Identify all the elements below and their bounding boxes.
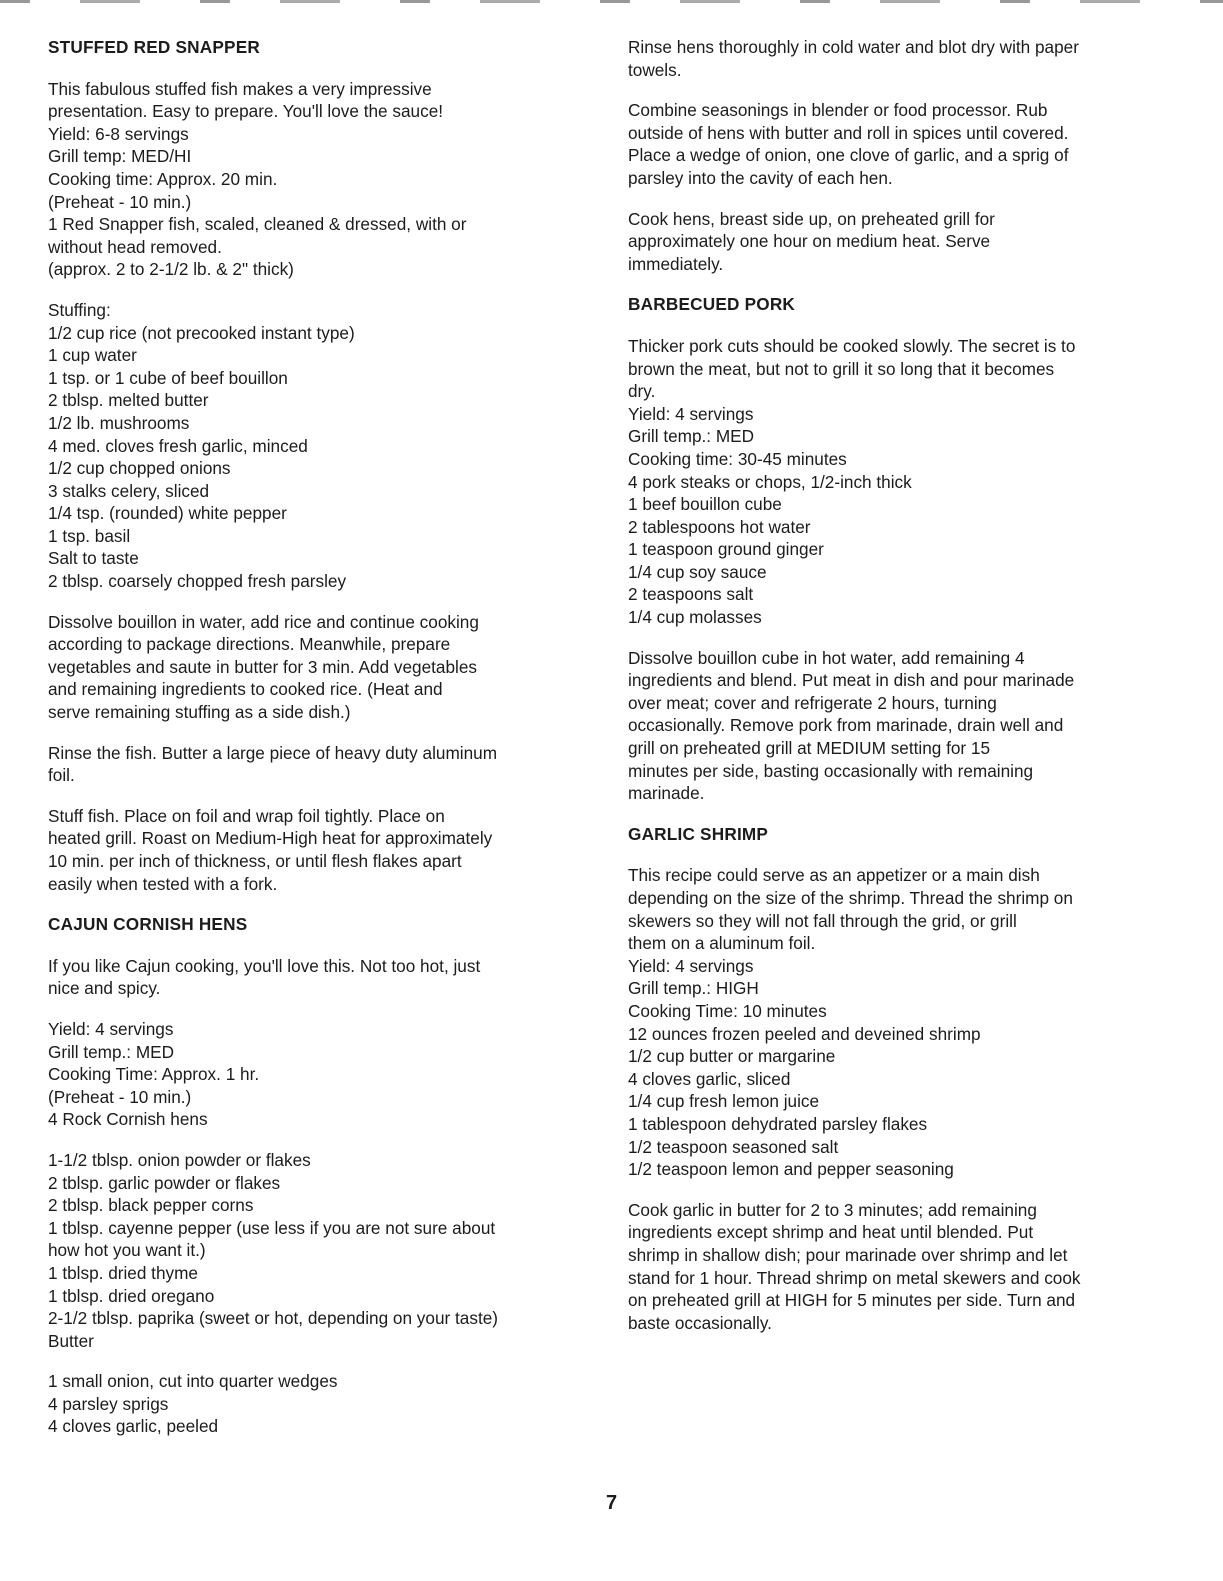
text-line: Cook garlic in butter for 2 to 3 minutes; add remaining: [628, 1199, 1037, 1220]
text-line: 1 tablespoon dehydrated parsley flakes: [628, 1113, 928, 1134]
text-line: and remaining ingredients to cooked rice. (Heat and: [48, 679, 443, 700]
text-line: (approx. 2 to 2-1/2 lb. & 2" thick): [48, 259, 294, 280]
text-line: Grill temp.: MED: [48, 1041, 175, 1062]
text-line: Dissolve bouillon in water, add rice and continue cooking: [48, 611, 479, 632]
text-line: 1 tblsp. cayenne pepper (use less if you are not sure about: [48, 1217, 496, 1238]
text-line: Stuffing:: [48, 299, 111, 320]
text-line: on preheated grill at HIGH for 5 minutes per side. Turn and: [628, 1290, 1076, 1311]
paragraph: [48, 78, 588, 281]
text-line: 2 tablespoons hot water: [628, 516, 811, 537]
paragraph: [628, 99, 1168, 189]
text-line: Grill temp.: MED: [628, 426, 755, 447]
text-line: Yield: 6-8 servings: [48, 123, 189, 144]
text-line: Rinse hens thoroughly in cold water and blot dry with paper: [628, 37, 1079, 57]
text-line: brown the meat, but not to grill it so long that it becomes: [628, 358, 1055, 379]
paragraph: [628, 1199, 1168, 1335]
text-line: 4 cloves garlic, sliced: [628, 1068, 791, 1089]
paragraph: [48, 955, 588, 1000]
text-line: foil.: [48, 765, 75, 786]
text-line: Yield: 4 servings: [628, 403, 754, 424]
paragraph: [48, 1149, 588, 1352]
text-line: without head removed.: [48, 236, 222, 257]
text-line: Cooking Time: 10 minutes: [628, 1000, 827, 1021]
text-line: 1 cup water: [48, 345, 137, 366]
text-line: Stuff fish. Place on foil and wrap foil tightly. Place on: [48, 805, 445, 826]
text-line: 1/4 cup fresh lemon juice: [628, 1091, 820, 1112]
text-line: serve remaining stuffing as a side dish.): [48, 702, 351, 723]
text-line: 2 tblsp. black pepper corns: [48, 1195, 254, 1216]
text-line: 1/2 cup rice (not precooked instant type): [48, 322, 355, 343]
text-line: parsley into the cavity of each hen.: [628, 167, 893, 188]
text-line: 2 tblsp. garlic powder or flakes: [48, 1172, 281, 1193]
scan-edge: [0, 0, 1223, 3]
text-line: 1/2 teaspoon seasoned salt: [628, 1136, 839, 1157]
text-line: 1 small onion, cut into quarter wedges: [48, 1371, 338, 1392]
paragraph: [48, 1370, 588, 1438]
text-line: 10 min. per inch of thickness, or until flesh flakes apart: [48, 851, 462, 871]
text-line: 2 tblsp. coarsely chopped fresh parsley: [48, 571, 347, 592]
text-line: 1/2 cup chopped onions: [48, 458, 231, 479]
text-line: If you like Cajun cooking, you'll love this. Not too hot, just: [48, 955, 481, 976]
text-line: 1 Red Snapper fish, scaled, cleaned & dressed, with or: [48, 214, 467, 235]
text-line: Grill temp.: HIGH: [628, 978, 759, 999]
text-line: 4 parsley sprigs: [48, 1393, 169, 1414]
text-line: 2 teaspoons salt: [628, 584, 754, 605]
text-line: This recipe could serve as an appetizer or a main dish: [628, 865, 1040, 886]
text-line: immediately.: [628, 253, 724, 274]
text-line: 1 tsp. or 1 cube of beef bouillon: [48, 367, 288, 388]
text-line: easily when tested with a fork.: [48, 873, 278, 894]
text-line: 1 tblsp. dried oregano: [48, 1285, 215, 1306]
text-line: according to package directions. Meanwhile, prepare: [48, 634, 451, 655]
text-line: Grill temp: MED/HI: [48, 146, 192, 167]
text-line: Salt to taste: [48, 548, 139, 569]
paragraph: [48, 1018, 588, 1131]
text-line: ingredients and blend. Put meat in dish and pour marinade: [628, 670, 1075, 691]
text-line: This fabulous stuffed fish makes a very impressive: [48, 78, 432, 99]
paragraph: [628, 647, 1168, 805]
text-line: 1 tsp. basil: [48, 525, 131, 546]
text-line: how hot you want it.): [48, 1240, 206, 1261]
text-line: marinade.: [628, 783, 705, 804]
text-line: Cooking time: Approx. 20 min.: [48, 168, 278, 189]
text-line: 12 ounces frozen peeled and deveined shrimp: [628, 1023, 981, 1044]
text-line: Cook hens, breast side up, on preheated grill for: [628, 208, 995, 229]
text-line: heated grill. Roast on Medium-High heat for approximately: [48, 828, 493, 849]
text-line: Cooking time: 30-45 minutes: [628, 448, 847, 469]
text-line: Butter: [48, 1330, 94, 1351]
text-line: 1 teaspoon ground ginger: [628, 539, 824, 560]
text-line: Combine seasonings in blender or food processor. Rub: [628, 100, 1048, 121]
paragraph: [628, 208, 1168, 276]
text-line: them on a aluminum foil.: [628, 933, 816, 954]
text-line: 1 beef bouillon cube: [628, 494, 782, 515]
text-line: approximately one hour on medium heat. Serve: [628, 231, 991, 252]
text-line: 1 tblsp. dried thyme: [48, 1262, 198, 1283]
text-line: shrimp in shallow dish; pour marinade over shrimp and let: [628, 1244, 1068, 1265]
text-line: outside of hens with butter and roll in spices until covered.: [628, 122, 1069, 143]
text-line: 1/2 cup butter or margarine: [628, 1046, 836, 1067]
text-line: 4 cloves garlic, peeled: [48, 1416, 219, 1437]
text-line: 2-1/2 tblsp. paprika (sweet or hot, depending on your taste): [48, 1308, 499, 1329]
recipe-title-garlic-shrimp: GARLIC SHRIMP: [628, 823, 769, 844]
text-line: Place a wedge of onion, one clove of garlic, and a sprig of: [628, 145, 1069, 166]
text-line: skewers so they will not fall through the grid, or grill: [628, 910, 1017, 931]
paragraph: [48, 742, 588, 787]
paragraph: [48, 299, 588, 593]
text-line: Yield: 4 servings: [48, 1018, 174, 1039]
text-line: (Preheat - 10 min.): [48, 191, 192, 212]
text-line: Yield: 4 servings: [628, 955, 754, 976]
text-line: 1/4 tsp. (rounded) white pepper: [48, 503, 287, 524]
paragraph: [48, 611, 588, 724]
text-line: Dissolve bouillon cube in hot water, add remaining 4: [628, 647, 1025, 668]
text-line: (Preheat - 10 min.): [48, 1086, 192, 1107]
text-line: minutes per side, basting occasionally with remaining: [628, 760, 1034, 781]
text-line: vegetables and saute in butter for 3 min. Add vegetables: [48, 656, 478, 677]
text-line: grill on preheated grill at MEDIUM setting for 15: [628, 738, 991, 759]
text-line: depending on the size of the shrimp. Thread the shrimp on: [628, 888, 1073, 908]
text-line: 1/2 teaspoon lemon and pepper seasoning: [628, 1159, 954, 1180]
paragraph: [628, 36, 1168, 81]
text-line: 1/2 lb. mushrooms: [48, 412, 190, 433]
text-line: stand for 1 hour. Thread shrimp on metal skewers and cook: [628, 1267, 1081, 1288]
left-column: [48, 36, 588, 1456]
text-line: Thicker pork cuts should be cooked slowly. The secret is to: [628, 335, 1076, 356]
text-line: Cooking Time: Approx. 1 hr.: [48, 1064, 260, 1085]
right-column: [628, 36, 1168, 1352]
paragraph: [628, 864, 1168, 1180]
text-line: 4 pork steaks or chops, 1/2-inch thick: [628, 471, 912, 492]
text-line: dry.: [628, 381, 656, 402]
text-line: 2 tblsp. melted butter: [48, 390, 209, 411]
text-line: ingredients except shrimp and heat until blended. Put: [628, 1222, 1034, 1243]
recipe-title-cajun-cornish-hens: CAJUN CORNISH HENS: [48, 914, 248, 935]
text-line: presentation. Easy to prepare. You'll love the sauce!: [48, 101, 444, 122]
recipe-title-barbecued-pork: BARBECUED PORK: [628, 294, 796, 315]
text-line: nice and spicy.: [48, 978, 161, 999]
paragraph: [48, 805, 588, 895]
text-line: 1-1/2 tblsp. onion powder or flakes: [48, 1149, 311, 1170]
paragraph: [628, 335, 1168, 629]
text-line: 4 med. cloves fresh garlic, minced: [48, 435, 308, 456]
text-line: occasionally. Remove pork from marinade, drain well and: [628, 715, 1064, 736]
text-line: 1/4 cup soy sauce: [628, 561, 767, 582]
page-number: 7: [605, 1492, 618, 1514]
text-line: 4 Rock Cornish hens: [48, 1109, 208, 1130]
text-line: over meat; cover and refrigerate 2 hours, turning: [628, 692, 997, 713]
text-line: Rinse the fish. Butter a large piece of heavy duty aluminum: [48, 742, 498, 763]
text-line: 1/4 cup molasses: [628, 607, 762, 628]
text-line: baste occasionally.: [628, 1312, 772, 1333]
text-line: towels.: [628, 59, 682, 80]
recipe-title-stuffed-red-snapper: STUFFED RED SNAPPER: [48, 37, 260, 57]
text-line: 3 stalks celery, sliced: [48, 480, 210, 501]
